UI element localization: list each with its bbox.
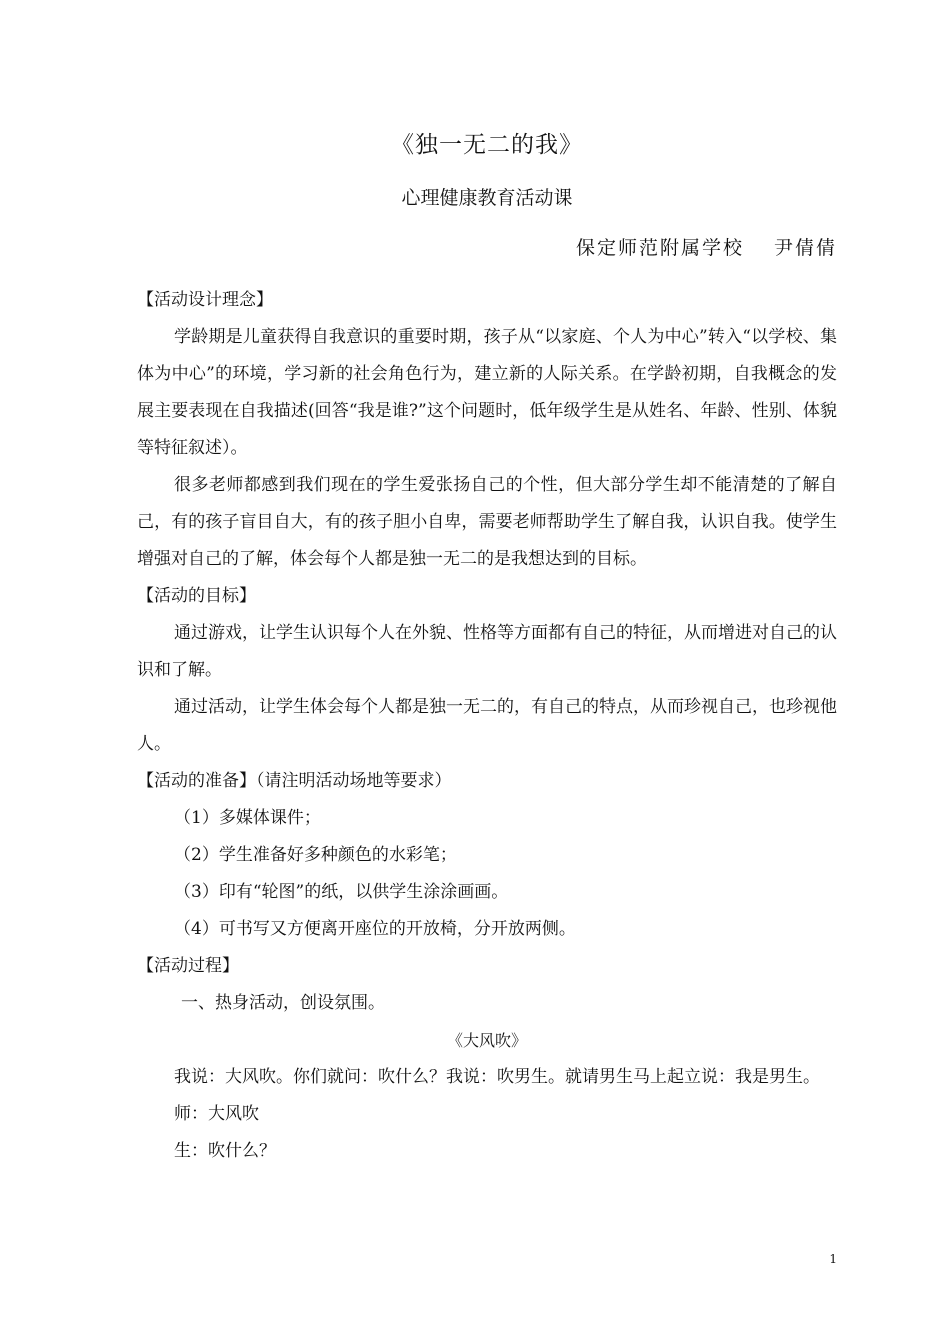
document-title: 《独一无二的我》 [391,132,583,158]
document-page [137,0,837,1344]
section-heading-design: 【活动设计理念】 [137,290,273,310]
game-title: 《大风吹》 [446,1031,527,1050]
author-line [576,233,837,263]
page-number: 1 [829,1252,837,1266]
document-subtitle: 心理健康教育活动课 [401,187,573,209]
section-heading-goal: 【活动的目标】 [137,586,256,606]
author-name: 尹倩倩 [773,237,837,259]
list-item: （4）可书写又方便离开座位的开放椅，分开放两侧。 [174,919,576,939]
paragraph: 通过游戏，让学生认识每个人在外貌、性格等方面都有自己的特征，从而增进对自己的认识和了解。 [137,623,837,680]
paragraph: 我说：大风吹。你们就问：吹什么？我说：吹男生。就请男生马上起立说：我是男生。 [174,1067,820,1087]
section-heading-prep: 【活动的准备】（请注明活动场地等要求） [137,771,452,791]
paragraph: 通过活动，让学生体会每个人都是独一无二的，有自己的特点，从而珍视自己，也珍视他人。 [137,697,837,754]
section-heading-process: 【活动过程】 [137,956,239,976]
process-step: 一、热身活动，创设氛围。 [181,993,385,1013]
dialogue-line: 师：大风吹 [174,1104,259,1124]
school-name: 保定师范附属学校 [575,237,744,259]
document-body [137,282,837,1170]
paragraph: 很多老师都感到我们现在的学生爱张扬自己的个性，但大部分学生却不能清楚的了解自己，有的孩子盲目自大，有的孩子胆小自卑，需要老师帮助学生了解自我，认识自我。使学生增强对自己的了解，体会每个人都是独一无二的是我想达到的目标。 [137,475,837,569]
dialogue-line: 生：吹什么？ [174,1141,276,1161]
paragraph: 学龄期是儿童获得自我意识的重要时期，孩子从“以家庭、个人为中心”转入“以学校、集体为中心”的环境，学习新的社会角色行为，建立新的人际关系。在学龄初期，自我概念的发展主要表现在自我描述(回答“我是谁?”这个问题时，低年级学生是从姓名、年龄、性别、体貌等特征叙述）。 [137,327,837,458]
list-item: （2）学生准备好多种颜色的水彩笔； [174,845,457,865]
list-item: （1）多媒体课件； [174,808,321,828]
list-item: （3）印有“轮图”的纸，以供学生涂涂画画。 [174,882,509,902]
